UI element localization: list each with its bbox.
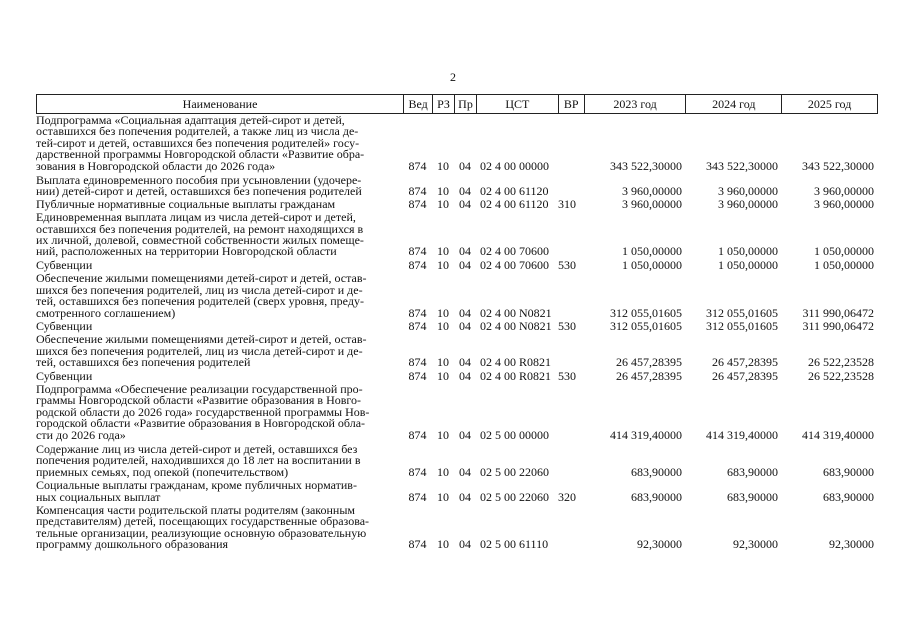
header-vr: ВР bbox=[558, 95, 584, 113]
row-value-2025: 414 319,40000 bbox=[802, 427, 874, 442]
row-rz: 10 bbox=[437, 537, 449, 552]
row-cst: 02 5 00 22060 bbox=[480, 489, 549, 504]
row-ved: 874 bbox=[408, 305, 427, 320]
row-value-2023: 1 050,00000 bbox=[622, 244, 682, 259]
row-ved: 874 bbox=[408, 537, 427, 552]
budget-table bbox=[36, 94, 878, 551]
header-pr: Пр bbox=[454, 95, 476, 113]
row-name: Социальные выплаты гражданам, кроме публичных норматив- ных социальных выплат bbox=[36, 478, 357, 504]
row-ved: 874 bbox=[408, 489, 427, 504]
row-value-2023: 312 055,01605 bbox=[610, 318, 682, 333]
header-2023: 2023 год bbox=[584, 95, 686, 113]
row-cst: 02 4 00 61120 bbox=[480, 184, 549, 199]
table-row bbox=[36, 115, 878, 172]
row-cst: 02 4 00 N0821 bbox=[480, 318, 552, 333]
row-pr: 04 bbox=[459, 257, 471, 272]
table-row bbox=[36, 480, 878, 503]
row-cst: 02 4 00 R0821 bbox=[480, 368, 552, 383]
row-value-2024: 1 050,00000 bbox=[718, 244, 778, 259]
table-row bbox=[36, 212, 878, 258]
row-pr: 04 bbox=[459, 244, 471, 259]
table-row bbox=[36, 441, 878, 479]
row-vr: 530 bbox=[558, 318, 576, 333]
row-value-2024: 414 319,40000 bbox=[706, 427, 778, 442]
row-ved: 874 bbox=[408, 368, 427, 383]
row-name: Публичные нормативные социальные выплаты гражданам bbox=[36, 196, 336, 211]
row-value-2023: 312 055,01605 bbox=[610, 305, 682, 320]
table-row bbox=[36, 273, 878, 319]
row-rz: 10 bbox=[437, 257, 449, 272]
row-rz: 10 bbox=[437, 196, 449, 211]
row-name: Субвенции bbox=[36, 368, 93, 383]
header-rz: РЗ bbox=[432, 95, 454, 113]
row-pr: 04 bbox=[459, 196, 471, 211]
row-cst: 02 4 00 61120 bbox=[480, 196, 549, 211]
row-cst: 02 5 00 00000 bbox=[480, 427, 549, 442]
row-name: Подпрограмма «Социальная адаптация детей-сирот и детей, оставшихся без попечения родителей, а также лиц из числа де- тей-сирот и детей, оставшихся без попечения родителей» госу- дарственной программы Новгородской области «Развитие обра- зования в Новгородской области до 2026 года» bbox=[36, 113, 365, 173]
row-value-2024: 3 960,00000 bbox=[718, 196, 778, 211]
row-value-2024: 343 522,30000 bbox=[706, 158, 778, 173]
row-value-2025: 3 960,00000 bbox=[814, 196, 874, 211]
row-cst: 02 4 00 R0821 bbox=[480, 355, 552, 370]
table-row bbox=[36, 318, 878, 333]
row-value-2025: 311 990,06472 bbox=[802, 305, 874, 320]
row-value-2024: 683,90000 bbox=[727, 489, 778, 504]
row-value-2025: 683,90000 bbox=[823, 489, 874, 504]
row-pr: 04 bbox=[459, 184, 471, 199]
row-value-2024: 26 457,28395 bbox=[712, 368, 778, 383]
header-2024: 2024 год bbox=[685, 95, 781, 113]
row-value-2023: 1 050,00000 bbox=[622, 257, 682, 272]
row-value-2024: 92,30000 bbox=[733, 537, 778, 552]
row-cst: 02 4 00 70600 bbox=[480, 257, 549, 272]
row-value-2024: 312 055,01605 bbox=[706, 318, 778, 333]
row-cst: 02 5 00 22060 bbox=[480, 464, 549, 479]
header-2025: 2025 год bbox=[781, 95, 877, 113]
table-row bbox=[36, 257, 878, 272]
row-rz: 10 bbox=[437, 464, 449, 479]
row-name: Подпрограмма «Обеспечение реализации государственной про- граммы Новгородской области «Развитие образования в Новго- родской области до 2026 года» государственной программы Нов- городской области «Развитие образования в Новгородской обла- сти до 2026 года» bbox=[36, 381, 370, 442]
row-name: Выплата единовременного пособия при усыновлении (удочере- нии) детей-сирот и детей, оставшихся без попечения родителей bbox=[36, 173, 362, 199]
row-value-2025: 683,90000 bbox=[823, 464, 874, 479]
table-row bbox=[36, 368, 878, 383]
table-body bbox=[36, 115, 878, 551]
row-ved: 874 bbox=[408, 464, 427, 479]
row-rz: 10 bbox=[437, 184, 449, 199]
row-value-2025: 26 522,23528 bbox=[808, 368, 874, 383]
row-rz: 10 bbox=[437, 427, 449, 442]
row-value-2023: 3 960,00000 bbox=[622, 184, 682, 199]
row-name: Обеспечение жилыми помещениями детей-сирот и детей, остав- шихся без попечения родителей, лиц из числа детей-сирот и де- тей, оставшихся без попечения родителей (сверх уровня, преду- смотренного соглашением) bbox=[36, 271, 367, 320]
row-vr: 310 bbox=[558, 196, 576, 211]
row-value-2023: 683,90000 bbox=[631, 489, 682, 504]
row-rz: 10 bbox=[437, 355, 449, 370]
row-ved: 874 bbox=[408, 257, 427, 272]
row-name: Обеспечение жилыми помещениями детей-сирот и детей, остав- шихся без попечения родителей, лиц из числа детей-сирот и де- тей, оставшихся без попечения родителей bbox=[36, 332, 367, 370]
row-pr: 04 bbox=[459, 464, 471, 479]
row-value-2023: 414 319,40000 bbox=[610, 427, 682, 442]
row-cst: 02 4 00 N0821 bbox=[480, 305, 552, 320]
row-rz: 10 bbox=[437, 368, 449, 383]
row-name: Компенсация части родительской платы родителям (законным представителям) детей, посещающих государственные образова- тельные организации, реализующие основную образовательную программу дошкольного образования bbox=[36, 503, 370, 552]
row-pr: 04 bbox=[459, 489, 471, 504]
row-cst: 02 5 00 61110 bbox=[480, 537, 549, 552]
row-value-2025: 343 522,30000 bbox=[802, 158, 874, 173]
row-ved: 874 bbox=[408, 318, 427, 333]
page-number: 2 bbox=[450, 70, 456, 84]
header-cst: ЦСТ bbox=[476, 95, 558, 113]
row-name: Единовременная выплата лицам из числа детей-сирот и детей, оставшихся без попечения родителей, на ремонт находящихся в их личной, долевой, совместной собственности жилых помеще- ний, расположенных на территории Новгородской области bbox=[36, 210, 364, 259]
row-name: Субвенции bbox=[36, 257, 93, 272]
row-value-2025: 26 522,23528 bbox=[808, 355, 874, 370]
table-row bbox=[36, 196, 878, 211]
row-ved: 874 bbox=[408, 427, 427, 442]
row-value-2024: 26 457,28395 bbox=[712, 355, 778, 370]
row-pr: 04 bbox=[459, 537, 471, 552]
row-rz: 10 bbox=[437, 489, 449, 504]
row-vr: 530 bbox=[558, 368, 576, 383]
row-value-2023: 26 457,28395 bbox=[616, 368, 682, 383]
row-vr: 530 bbox=[558, 257, 576, 272]
row-name: Содержание лиц из числа детей-сирот и детей, оставшихся без попечения родителей, находившихся до 18 лет на воспитании в приемных семьях, под опекой (попечительством) bbox=[36, 441, 361, 479]
row-value-2024: 683,90000 bbox=[727, 464, 778, 479]
row-value-2025: 311 990,06472 bbox=[802, 318, 874, 333]
header-ved: Вед bbox=[403, 95, 432, 113]
row-value-2023: 343 522,30000 bbox=[610, 158, 682, 173]
row-value-2023: 92,30000 bbox=[637, 537, 682, 552]
row-rz: 10 bbox=[437, 158, 449, 173]
row-value-2023: 3 960,00000 bbox=[622, 196, 682, 211]
row-cst: 02 4 00 70600 bbox=[480, 244, 549, 259]
table-row bbox=[36, 381, 878, 442]
row-cst: 02 4 00 00000 bbox=[480, 158, 549, 173]
row-pr: 04 bbox=[459, 305, 471, 320]
row-value-2024: 3 960,00000 bbox=[718, 184, 778, 199]
row-value-2025: 1 050,00000 bbox=[814, 244, 874, 259]
row-pr: 04 bbox=[459, 368, 471, 383]
row-name: Субвенции bbox=[36, 318, 93, 333]
table-header bbox=[36, 94, 878, 114]
table-row bbox=[36, 334, 878, 368]
row-value-2024: 312 055,01605 bbox=[706, 305, 778, 320]
row-value-2023: 683,90000 bbox=[631, 464, 682, 479]
row-pr: 04 bbox=[459, 355, 471, 370]
row-ved: 874 bbox=[408, 184, 427, 199]
row-value-2024: 1 050,00000 bbox=[718, 257, 778, 272]
row-ved: 874 bbox=[408, 355, 427, 370]
row-rz: 10 bbox=[437, 318, 449, 333]
table-row bbox=[36, 175, 878, 198]
row-pr: 04 bbox=[459, 318, 471, 333]
header-name: Наименование bbox=[182, 96, 258, 111]
row-rz: 10 bbox=[437, 305, 449, 320]
row-pr: 04 bbox=[459, 427, 471, 442]
row-ved: 874 bbox=[408, 158, 427, 173]
row-rz: 10 bbox=[437, 244, 449, 259]
row-value-2023: 26 457,28395 bbox=[616, 355, 682, 370]
row-value-2025: 92,30000 bbox=[829, 537, 874, 552]
row-pr: 04 bbox=[459, 158, 471, 173]
row-vr: 320 bbox=[558, 489, 576, 504]
row-ved: 874 bbox=[408, 196, 427, 211]
row-value-2025: 1 050,00000 bbox=[814, 257, 874, 272]
table-row bbox=[36, 505, 878, 551]
row-ved: 874 bbox=[408, 244, 427, 259]
row-value-2025: 3 960,00000 bbox=[814, 184, 874, 199]
